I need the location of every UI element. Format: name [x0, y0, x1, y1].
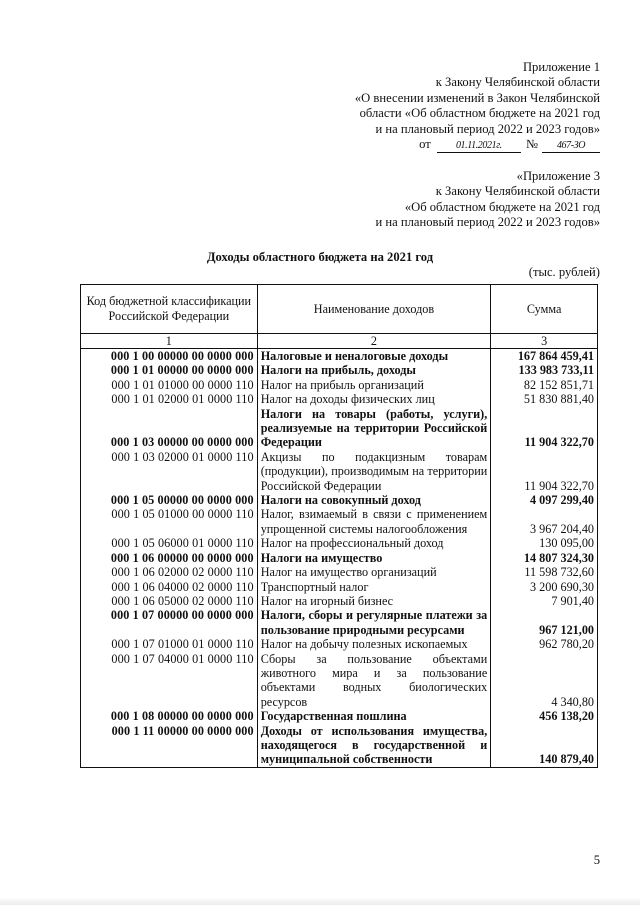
annex-1-line: и на плановый период 2022 и 2023 годов» [375, 121, 600, 136]
cell-code: 000 1 06 00000 00 0000 000 [81, 551, 258, 565]
cell-name: Налоги на совокупный доход [257, 493, 491, 507]
cell-name: Государственная пошлина [257, 709, 491, 723]
cell-code: 000 1 07 00000 00 0000 000 [81, 608, 258, 637]
cell-sum: 133 983 733,11 [491, 363, 598, 377]
annex-3-header [376, 169, 600, 231]
cell-sum: 11 904 322,70 [491, 407, 598, 450]
cell-name: Налог на профессиональный доход [257, 536, 491, 550]
cell-code: 000 1 06 05000 02 0000 110 [81, 594, 258, 608]
cell-name: Налоги на прибыль, доходы [257, 363, 491, 377]
cell-code: 000 1 01 00000 00 0000 000 [81, 363, 258, 377]
cell-name: Транспортный налог [257, 580, 491, 594]
cell-code: 000 1 07 04000 01 0000 110 [81, 652, 258, 710]
annex-3-line: к Закону Челябинской области [435, 184, 600, 199]
cell-sum: 11 598 732,60 [491, 565, 598, 579]
table-header-row [81, 285, 598, 334]
table-row [81, 709, 598, 723]
annex-3-line: «Об областном бюджете на 2021 год [404, 199, 600, 214]
table-row [81, 378, 598, 392]
cell-sum: 7 901,40 [491, 594, 598, 608]
table-column-numbers-row [81, 334, 598, 349]
law-date: 01.11.2021г. [437, 140, 521, 153]
cell-name: Налоги на имущество [257, 551, 491, 565]
cell-code: 000 1 07 01000 01 0000 110 [81, 637, 258, 651]
table-row [81, 551, 598, 565]
annex-1-line: Приложение 1 [522, 60, 600, 74]
law-number: 467-ЗО [542, 140, 600, 153]
table-row [81, 580, 598, 594]
scan-edge-shadow [0, 897, 640, 905]
cell-sum: 167 864 459,41 [491, 349, 598, 364]
units-label: (тыс. рублей) [528, 265, 600, 279]
cell-sum: 962 780,20 [491, 637, 598, 651]
cell-sum: 3 200 690,30 [491, 580, 598, 594]
cell-sum: 130 095,00 [491, 536, 598, 550]
annex-1-line: к Закону Челябинской области [435, 75, 600, 90]
table-row [81, 407, 598, 450]
table-row [81, 637, 598, 651]
cell-name: Налог, взимаемый в связи с применением упрощенной системы налогообложения [257, 507, 491, 536]
revenue-table [80, 284, 598, 768]
cell-name: Сборы за пользование объектами животного мира и за пользование объектами водных биологических ресурсов [257, 652, 491, 710]
cell-name: Налоги на товары (работы, услуги), реализуемые на территории Российской Федерации [257, 407, 491, 450]
annex-1-header [355, 60, 600, 153]
cell-code: 000 1 03 00000 00 0000 000 [81, 407, 258, 450]
table-row [81, 594, 598, 608]
cell-name: Налог на добычу полезных ископаемых [257, 637, 491, 651]
table-row [81, 652, 598, 710]
column-number: 1 [81, 334, 258, 349]
cell-sum: 3 967 204,40 [491, 507, 598, 536]
table-body [81, 349, 598, 768]
cell-name: Доходы от использования имущества, находящегося в государственной и муниципальной собственности [257, 724, 491, 768]
cell-sum: 82 152 851,71 [491, 378, 598, 392]
table-row [81, 536, 598, 550]
column-number: 2 [257, 334, 491, 349]
header-sum: Сумма [491, 285, 598, 334]
cell-name: Налог на доходы физических лиц [257, 392, 491, 406]
document-title: Доходы областного бюджета на 2021 год [206, 250, 434, 264]
cell-code: 000 1 05 00000 00 0000 000 [81, 493, 258, 507]
annex-3-line: и на плановый период 2022 и 2023 годов» [375, 215, 600, 230]
cell-code: 000 1 06 04000 02 0000 110 [81, 580, 258, 594]
cell-sum: 4 097 299,40 [491, 493, 598, 507]
cell-code: 000 1 01 02000 01 0000 110 [81, 392, 258, 406]
table-row [81, 450, 598, 493]
table-row [81, 724, 598, 768]
annex-3-line: «Приложение 3 [516, 169, 600, 183]
year-suffix: г. [496, 140, 502, 152]
cell-sum: 14 807 324,30 [491, 551, 598, 565]
cell-code: 000 1 06 02000 02 0000 110 [81, 565, 258, 579]
table-row [81, 392, 598, 406]
annex-1-line: области «Об областном бюджете на 2021 год [359, 106, 600, 121]
from-label: от [419, 137, 431, 152]
cell-sum: 140 879,40 [491, 724, 598, 768]
cell-code: 000 1 05 01000 00 0000 110 [81, 507, 258, 536]
table-row [81, 565, 598, 579]
cell-sum: 51 830 881,40 [491, 392, 598, 406]
annex-1-line: «О внесении изменений в Закон Челябинской [354, 90, 600, 105]
table-row [81, 363, 598, 377]
cell-sum: 456 138,20 [491, 709, 598, 723]
table-row [81, 349, 598, 364]
cell-code: 000 1 01 01000 00 0000 110 [81, 378, 258, 392]
cell-name: Налоговые и неналоговые доходы [257, 349, 491, 364]
table-row [81, 493, 598, 507]
cell-name: Налог на прибыль организаций [257, 378, 491, 392]
cell-code: 000 1 11 00000 00 0000 000 [81, 724, 258, 768]
cell-sum: 11 904 322,70 [491, 450, 598, 493]
number-label: № [525, 137, 538, 152]
cell-name: Налог на игорный бизнес [257, 594, 491, 608]
law-date-number-line [355, 137, 600, 153]
cell-sum: 967 121,00 [491, 608, 598, 637]
table-row [81, 608, 598, 637]
cell-sum: 4 340,80 [491, 652, 598, 710]
cell-code: 000 1 05 06000 01 0000 110 [81, 536, 258, 550]
cell-code: 000 1 08 00000 00 0000 000 [81, 709, 258, 723]
column-number: 3 [491, 334, 598, 349]
header-code: Код бюджетной классификации Российской Федерации [81, 285, 258, 334]
header-name: Наименование доходов [257, 285, 491, 334]
cell-name: Налоги, сборы и регулярные платежи за пользование природными ресурсами [257, 608, 491, 637]
cell-code: 000 1 03 02000 01 0000 110 [81, 450, 258, 493]
cell-code: 000 1 00 00000 00 0000 000 [81, 349, 258, 364]
page-number: 5 [593, 853, 600, 867]
cell-name: Налог на имущество организаций [257, 565, 491, 579]
cell-name: Акцизы по подакцизным товарам (продукции), производимым на территории Российской Федерации [257, 450, 491, 493]
table-row [81, 507, 598, 536]
